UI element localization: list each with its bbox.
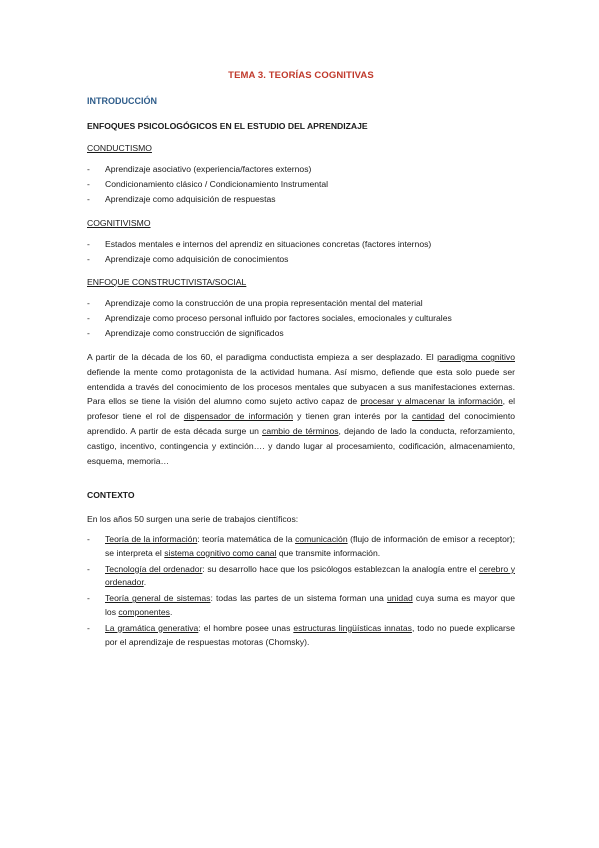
underlined-term: sistema cognitivo como canal [164,547,277,558]
document-title: TEMA 3. TEORÍAS COGNITIVAS [228,70,374,81]
item-text: . [169,606,173,617]
item-text: : todas las partes de un sistema forman una [210,593,387,604]
contexto-heading: CONTEXTO [87,490,135,500]
paragraph-text: y tienen gran interés por la [293,411,413,422]
item-text: cuya suma es mayor que los [105,593,515,617]
item-text: : su desarrollo hace que los psicólogos establezcan la analogía entre el [202,563,479,574]
item-text: . [143,577,147,588]
contexto-intro: En los años 50 surgen una serie de trabajos científicos: [87,514,299,524]
item-text: que transmite información. [276,547,381,558]
underlined-term: paradigma cognitivo [437,352,515,362]
paragraph-text: defiende la mente como protagonista de la actividad humana. Así mismo, defiende que esta solo puede ser entendida a través del conocimiento de los procesos mentales que subyacen a sus manifestaciones externas. Para ellos se tiene la visión del alumno como sujeto activo capaz de [87,366,515,407]
underlined-term: Tecnología del ordenador [105,563,203,574]
conductismo-list [87,162,515,207]
underlined-term: estructuras lingüísticas innatas [293,622,412,633]
underlined-term: cambio de términos [262,425,339,436]
paragraph-text: , el profesor tiene el rol de [87,396,516,422]
intro-paragraph [87,350,515,468]
item-text: , todo no puede explicarse por el aprendizaje de respuestas motoras (Chomsky). [105,622,515,647]
paragraph-text: A partir de la década de los 60, el paradigma conductista empieza a ser desplazado. El [87,352,438,362]
underlined-term: cantidad [412,411,445,422]
enfoques-heading: ENFOQUES PSICOLOGÓGICOS EN EL ESTUDIO DEL APRENDIZAJE [87,121,368,131]
list-item [87,533,515,561]
conductismo-heading: CONDUCTISMO [87,143,152,153]
constructivista-heading: ENFOQUE CONSTRUCTIVISTA/SOCIAL [87,277,247,287]
list-item: - Aprendizaje como adquisición de respuestas [87,192,515,207]
intro-heading: INTRODUCCIÓN [87,96,157,106]
item-text: : el hombre posee unas [198,622,294,633]
cognitivismo-heading: COGNITIVISMO [87,218,151,228]
list-item [87,622,515,650]
underlined-term: cerebro y ordenador [105,563,515,588]
underlined-term: comunicación [295,534,348,544]
constructivista-list [87,296,515,341]
underlined-term: procesar y almacenar la información [360,396,503,407]
list-item: - Aprendizaje como adquisición de conocimientos [87,252,515,267]
list-item: - Aprendizaje como proceso personal influido por factores sociales, emocionales y culturales [87,311,515,326]
underlined-term: Teoría general de sistemas [105,593,211,604]
underlined-term: Teoría de la información [105,534,198,544]
cognitivismo-list [87,237,515,267]
list-item [87,563,515,591]
paragraph-text: , dejando de lado la conducta, reforzamiento, castigo, incentivo, contingencia y extinción…. y dando lugar al procesamiento, codificación, almacenamiento, esquema, memoria… [87,425,515,466]
list-item: - Estados mentales e internos del aprendiz en situaciones concretas (factores internos) [87,237,515,252]
item-text: : teoría matemática de la [197,534,296,544]
underlined-term: dispensador de información [183,411,293,422]
item-text: (flujo de información de emisor a receptor); se interpreta el [105,534,516,558]
list-item: - Aprendizaje asociativo (experiencia/factores externos) [87,162,515,177]
underlined-term: componentes [118,606,170,617]
list-item: - Aprendizaje como la construcción de una propia representación mental del material [87,296,515,311]
list-item [87,592,515,620]
underlined-term: unidad [386,593,413,604]
paragraph-text: del conocimiento aprendido. A partir de esta década surge un [87,411,515,436]
contexto-list [87,533,515,651]
list-item: - Aprendizaje como construcción de significados [87,326,515,341]
underlined-term: La gramática generativa [105,622,199,633]
list-item: - Condicionamiento clásico / Condicionamiento Instrumental [87,177,515,192]
